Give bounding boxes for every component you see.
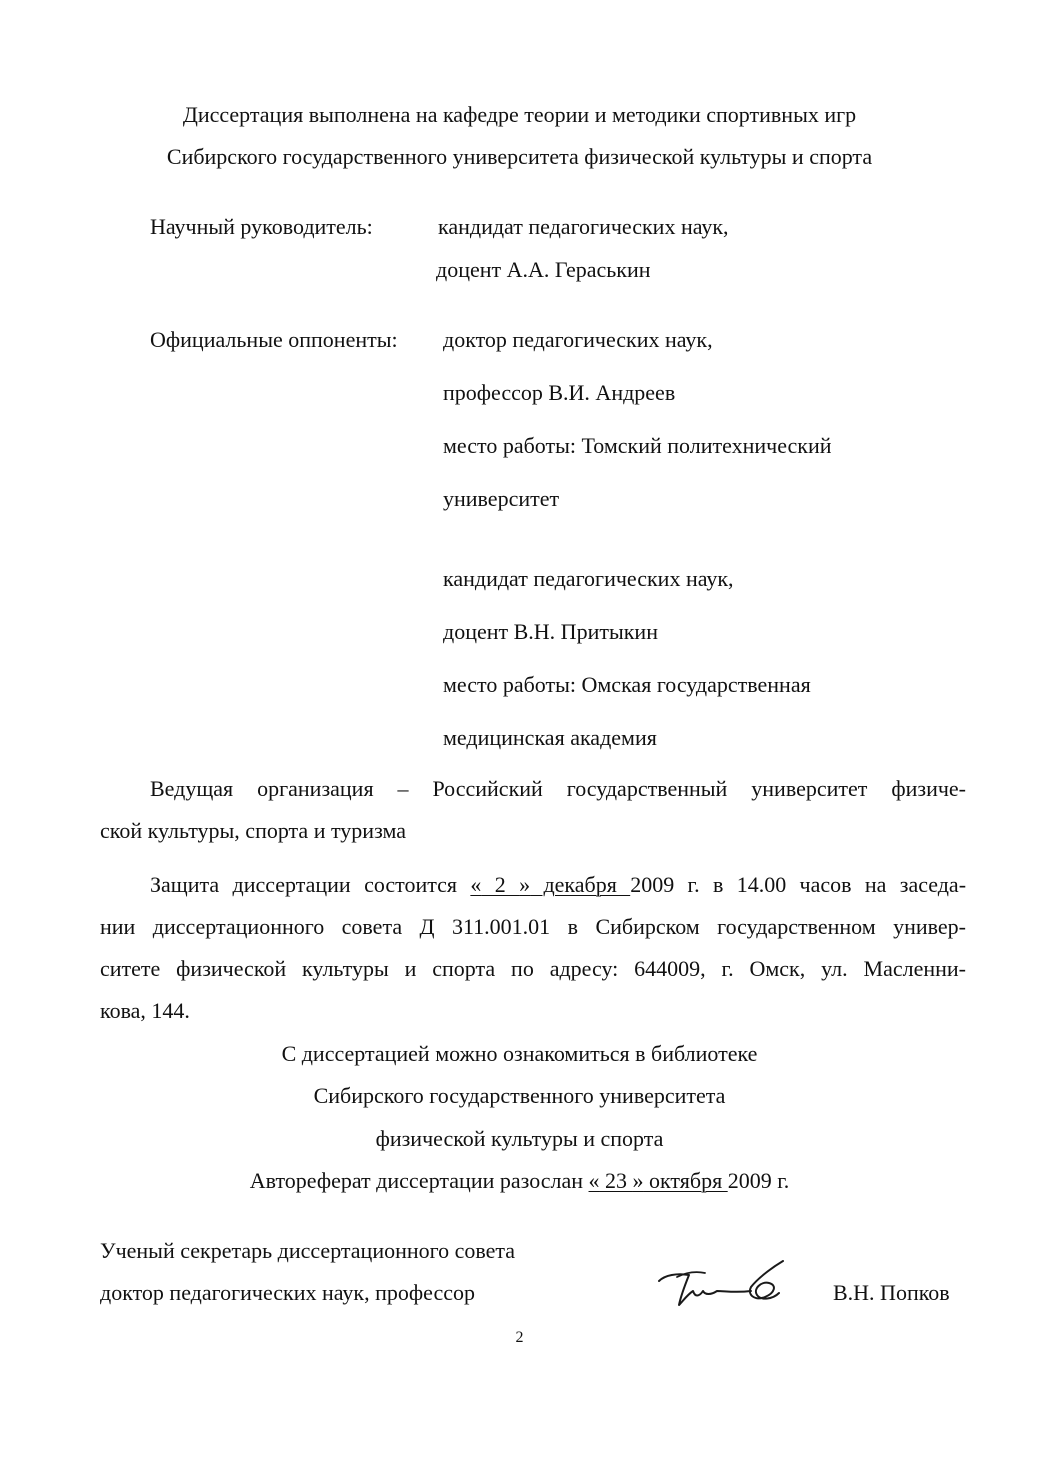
opponent-2-name: доцент В.Н. Притыкин <box>443 619 658 644</box>
opponent-2-workplace-cont: медицинская академия <box>443 725 657 750</box>
leading-org-line-2: ской культуры, спорта и туризма <box>100 818 406 843</box>
opponent-1-workplace: место работы: Томский политехнический <box>443 433 832 458</box>
defense-suffix: 2009 г. в 14.00 часов на заседа- <box>630 872 967 897</box>
abstract-sent-line: Автореферат диссертации разослан « 23 » октября 2009 г. <box>249 1168 790 1193</box>
defense-date: « 2 » декабря <box>470 872 631 897</box>
opponents-label: Официальные оппоненты: <box>150 327 398 352</box>
supervisor-name: доцент А.А. Гераськин <box>436 257 651 282</box>
opponent-1-workplace-cont: университет <box>443 486 560 511</box>
library-line-2: Сибирского государственного университета <box>313 1083 726 1108</box>
header-line-1: Диссертация выполнена на кафедре теории и методики спортивных игр <box>182 102 857 127</box>
leading-organization <box>100 776 966 818</box>
opponent-2-workplace: место работы: Омская государственная <box>443 672 811 697</box>
library-line-1: С диссертацией можно ознакомиться в библиотеке <box>281 1041 758 1066</box>
page-number: 2 <box>515 1329 524 1346</box>
defense-line-1 <box>100 872 966 898</box>
secretary-title: Ученый секретарь диссертационного совета <box>100 1238 516 1263</box>
defense-paragraph <box>100 872 966 998</box>
opponent-1-name: профессор В.И. Андреев <box>443 380 676 405</box>
defense-prefix: Защита диссертации состоится <box>150 872 471 897</box>
signature-image <box>655 1255 795 1315</box>
defense-line-3: ситете физической культуры и спорта по адресу: 644009, г. Омск, ул. Масленни- <box>100 956 966 981</box>
abstract-sent-date: « 23 » октября <box>588 1168 728 1193</box>
defense-line-2: нии диссертационного совета Д 311.001.01 в Сибирском государственном универ- <box>100 914 966 939</box>
opponent-1-degree: доктор педагогических наук, <box>443 327 713 352</box>
header-line-2: Сибирского государственного университета физической культуры и спорта <box>166 144 873 169</box>
opponent-2-degree: кандидат педагогических наук, <box>443 566 734 591</box>
secretary-degree: доктор педагогических наук, профессор <box>100 1280 475 1305</box>
leading-org-line-1: Ведущая организация – Российский государственный университет физиче- <box>150 776 966 801</box>
defense-line-4: кова, 144. <box>100 998 190 1023</box>
supervisor-label: Научный руководитель: <box>150 214 373 239</box>
supervisor-degree: кандидат педагогических наук, <box>438 214 729 239</box>
library-line-3: физической культуры и спорта <box>375 1126 664 1151</box>
secretary-name: В.Н. Попков <box>833 1280 950 1305</box>
